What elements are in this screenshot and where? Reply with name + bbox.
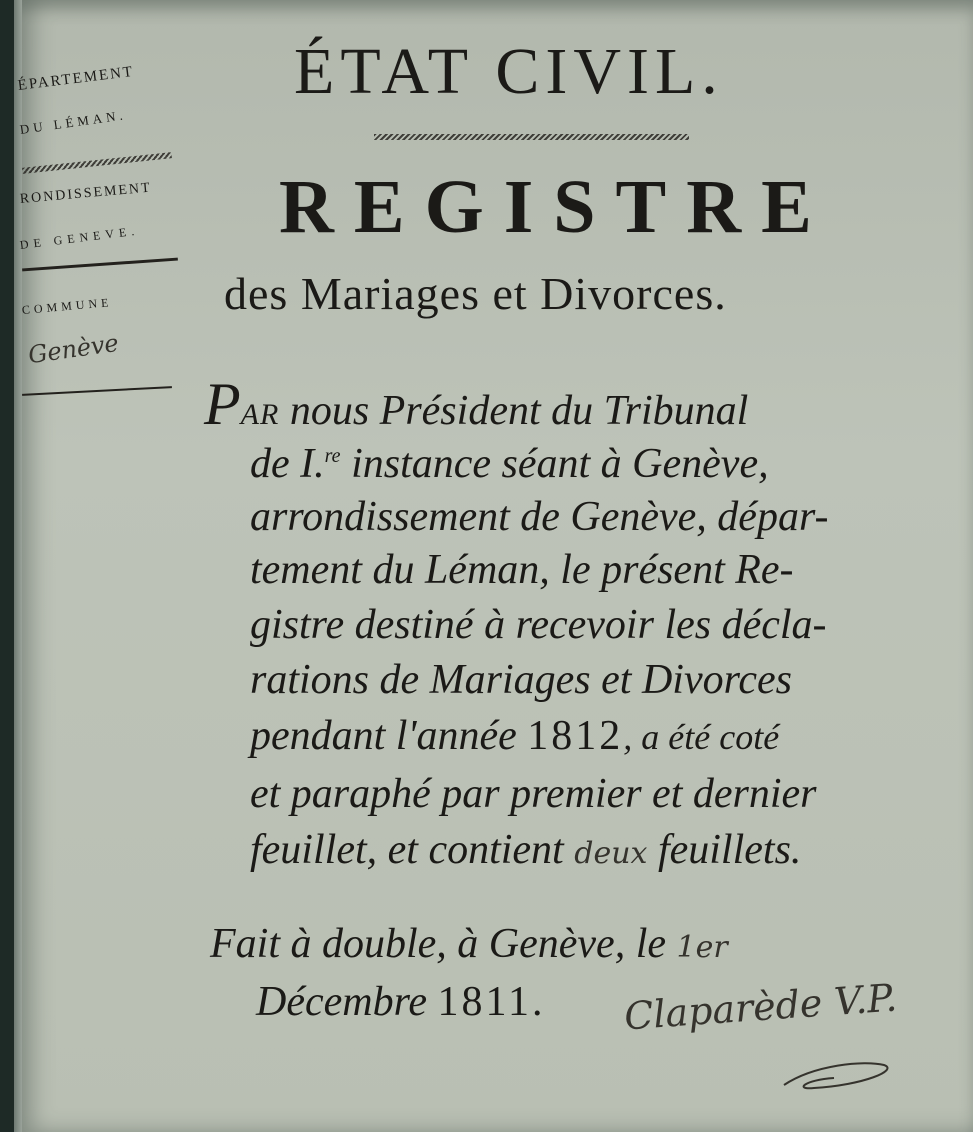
margin-departement: ÉPARTEMENT (16, 63, 135, 94)
closing-line-1: Fait à double, à Genève, le 1er (210, 921, 728, 967)
register-page (14, 0, 973, 1132)
body-line-6: rations de Mariages et Divorces (250, 657, 793, 703)
handwritten-day: 1er (676, 930, 728, 965)
body-line-4: tement du Léman, le présent Re- (250, 547, 794, 593)
signature: Claparède V.P. (622, 975, 899, 1039)
signature-flourish (774, 1030, 914, 1100)
body-line-9: feuillet, et contient deux feuillets. (250, 827, 802, 873)
body-line-3: arrondissement de Genève, dépar- (250, 494, 829, 540)
margin-rule (22, 258, 178, 272)
body-line-5: gistre destiné à recevoir les décla- (250, 602, 827, 648)
margin-arrondissement: RONDISSEMENT (19, 180, 153, 207)
margin-block (18, 0, 188, 420)
margin-de-geneve: DE GENEVE. (19, 223, 140, 252)
margin-bottom-rule (22, 386, 172, 396)
title-wavy-rule (374, 134, 689, 140)
margin-commune-label: COMMUNE (21, 295, 113, 317)
closing-line-2: Décembre 1811. (256, 979, 546, 1025)
margin-wavy-rule-1 (22, 152, 172, 174)
body-line-7: pendant l'année 1812, a été coté (250, 713, 780, 759)
margin-commune-handwritten: Genève (26, 328, 121, 370)
body-line-8: et paraphé par premier et dernier (250, 771, 817, 817)
body-line-2: de I.$^{re}$ instance séant à Genève, (250, 441, 769, 487)
title-etat-civil: ÉTAT CIVIL. (294, 35, 724, 108)
body-line-1: PAR nous Président du Tribunal (204, 371, 749, 437)
margin-du-leman: DU LÉMAN. (18, 107, 128, 137)
drop-cap: P (204, 371, 241, 437)
title-mariages-divorces: des Mariages et Divorces. (224, 268, 727, 319)
title-registre: REGISTRE (279, 165, 832, 249)
handwritten-feuillets-count: deux (574, 836, 648, 871)
